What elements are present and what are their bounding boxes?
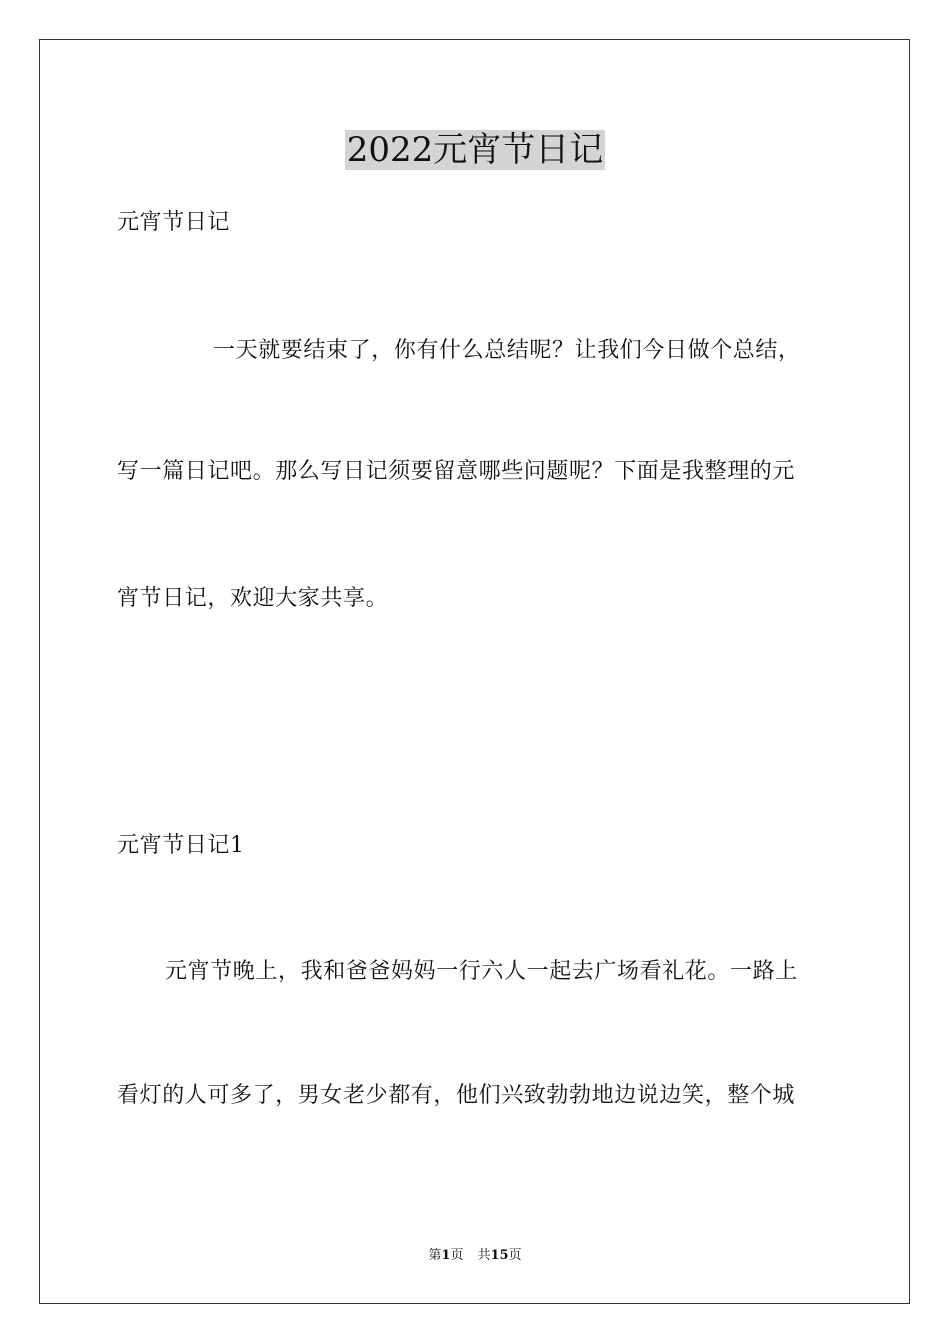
page-footer [0, 1247, 950, 1265]
footer-page-number: 1 [441, 1248, 451, 1263]
paragraph-line: 看灯的人可多了，男女老少都有，他们兴致勃勃地边说边笑，整个城 [117, 1083, 796, 1108]
section-heading: 元宵节日记 [117, 210, 231, 235]
document-title-text: 2022元宵节日记 [346, 130, 604, 170]
footer-total-unit: 页 [508, 1248, 522, 1263]
footer-page-unit: 页 [450, 1248, 464, 1263]
paragraph-line: 元宵节晚上，我和爸爸妈妈一行六人一起去广场看礼花。一路上 [165, 959, 798, 984]
paragraph-line: 写一篇日记吧。那么写日记须要留意哪些问题呢？下面是我整理的元 [117, 459, 796, 484]
section-heading: 元宵节日记1 [117, 833, 245, 858]
footer-page-prefix: 第 [428, 1248, 442, 1263]
footer-total-prefix: 共 [477, 1248, 491, 1263]
paragraph-line: 宵节日记，欢迎大家共享。 [117, 586, 389, 611]
paragraph-line: 一天就要结束了，你有什么总结呢？让我们今日做个总结， [213, 338, 801, 363]
document-title [0, 128, 950, 172]
footer-total-pages: 15 [490, 1248, 509, 1263]
